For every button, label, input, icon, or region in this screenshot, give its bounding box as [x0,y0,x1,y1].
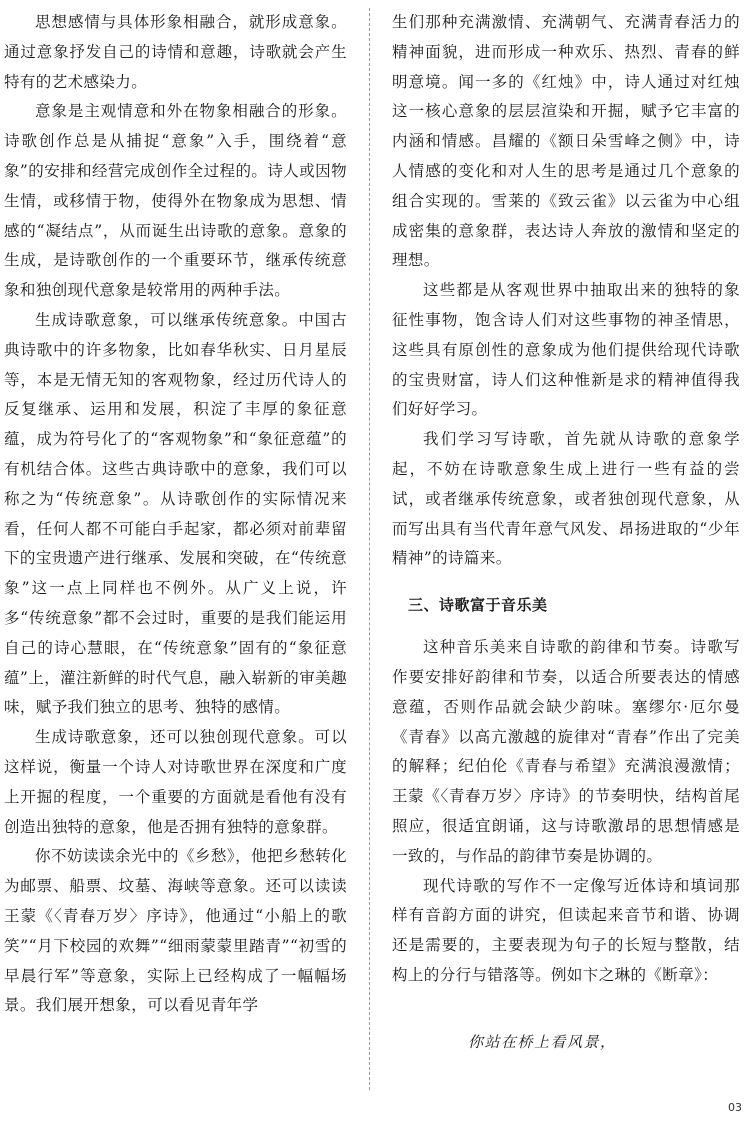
paragraph: 生成诗歌意象，可以继承传统意象。中国古典诗歌中的许多物象，比如春华秋实、日月星辰等，本是无情无知的客观物象，经过历代诗人的反复继承、运用和发展，积淀了丰厚的象征意蕴，成为符号化了的“客观物象”和“象征意蕴”的有机结合体。这些古典诗歌中的意象，我们可以称之为“传统意象”。从诗歌创作的实际情况来看，任何人都不可能白手起家，都必须对前辈留下的宝贵遗产进行继承、发展和突破，在“传统意象”这一点上同样也不例外。从广义上说，许多“传统意象”都不会过时，重要的是我们能运用自己的诗心慧眼，在“传统意象”固有的“象征意蕴”上，灌注新鲜的时代气息，融入崭新的审美趣味，赋予我们独立的思考、独特的感情。 [4,310,347,717]
left-column [4,8,347,1021]
paragraph-continued: 生们那种充满激情、充满朝气、充满青春活力的精神面貌，进而形成一种欢乐、热烈、青春的鲜明意境。闻一多的《红烛》中，诗人通过对红烛这一核心意象的层层渲染和开掘，赋予它丰富的内涵和情感。昌耀的《额日朵雪峰之侧》中，诗人情感的变化和对人生的思考是通过几个意象的组合实现的。雪莱的《致云雀》以云雀为中心组成密集的意象群，表达诗人奔放的激情和坚定的理想。 [392,13,740,270]
paragraph: 你不妨读读余光中的《乡愁》，他把乡愁转化为邮票、船票、坟墓、海峡等意象。还可以读读王蒙《〈青春万岁〉序诗》，他通过“小船上的歌笑”“月下校园的欢舞”“细雨蒙蒙里踏青”“初雪的早晨行军”等意象，实际上已经构成了一幅幅场景。我们展开想象，可以看见青年学 [4,847,347,1015]
paragraph: 意象是主观情意和外在物象相融合的形象。诗歌创作总是从捕捉“意象”入手，围绕着“意象”的安排和经营完成创作全过程的。诗人或因物生情，或移情于物，使得外在物象成为思想、情感的“凝结点”，从而诞生出诗歌的意象。意象的生成，是诗歌创作的一个重要环节，继承传统意象和独创现代意象是较常用的两种手法。 [4,102,347,300]
poem-line: 你站在桥上看风景， [468,1032,617,1051]
paragraph: 生成诗歌意象，还可以独创现代意象。可以这样说，衡量一个诗人对诗歌世界在深度和广度上开掘的程度，一个重要的方面就是看他有没有创造出独特的意象，他是否拥有独特的意象群。 [4,728,347,836]
section-heading: 三、诗歌富于音乐美 [408,596,548,615]
paragraph: 我们学习写诗歌，首先就从诗歌的意象学起，不妨在诗歌意象生成上进行一些有益的尝试，或者继承传统意象，或者独创现代意象，从而写出具有当代青年意气风发、昂扬进取的“少年精神”的诗篇来。 [392,430,740,568]
column-divider [369,8,370,1090]
paragraph: 这种音乐美来自诗歌的韵律和节奏。诗歌写作要安排好韵律和节奏，以适合所要表达的情感意蕴，否则作品就会缺少韵味。塞缪尔·厄尔曼《青春》以高亢激越的旋律对“青春”作出了完美的解释；纪伯伦《青春与希望》充满浪漫激情；王蒙《〈青春万岁〉序诗》的节奏明快，结构首尾照应，很适宜朗诵，这与诗歌激昂的思想情感是一致的，与作品的韵律节奏是协调的。 [392,638,740,865]
paragraph: 现代诗歌的写作不一定像写近体诗和填词那样有音韵方面的讲究，但读起来音节和谐、协调还是需要的，主要表现为句子的长短与整散，结构上的分行与错落等。例如卞之琳的《断章》： [392,876,740,984]
paragraph: 思想感情与具体形象相融合，就形成意象。通过意象抒发自己的诗情和意趣，诗歌就会产生特有的艺术感染力。 [4,13,347,91]
right-column [392,8,740,1052]
page-number: 03 [728,1101,742,1114]
paragraph: 这些都是从客观世界中抽取出来的独特的象征性事物，饱含诗人们对这些事物的神圣情思，这些具有原创性的意象成为他们提供给现代诗歌的宝贵财富，诗人们这种惟新是求的精神值得我们好好学习。 [392,281,740,419]
